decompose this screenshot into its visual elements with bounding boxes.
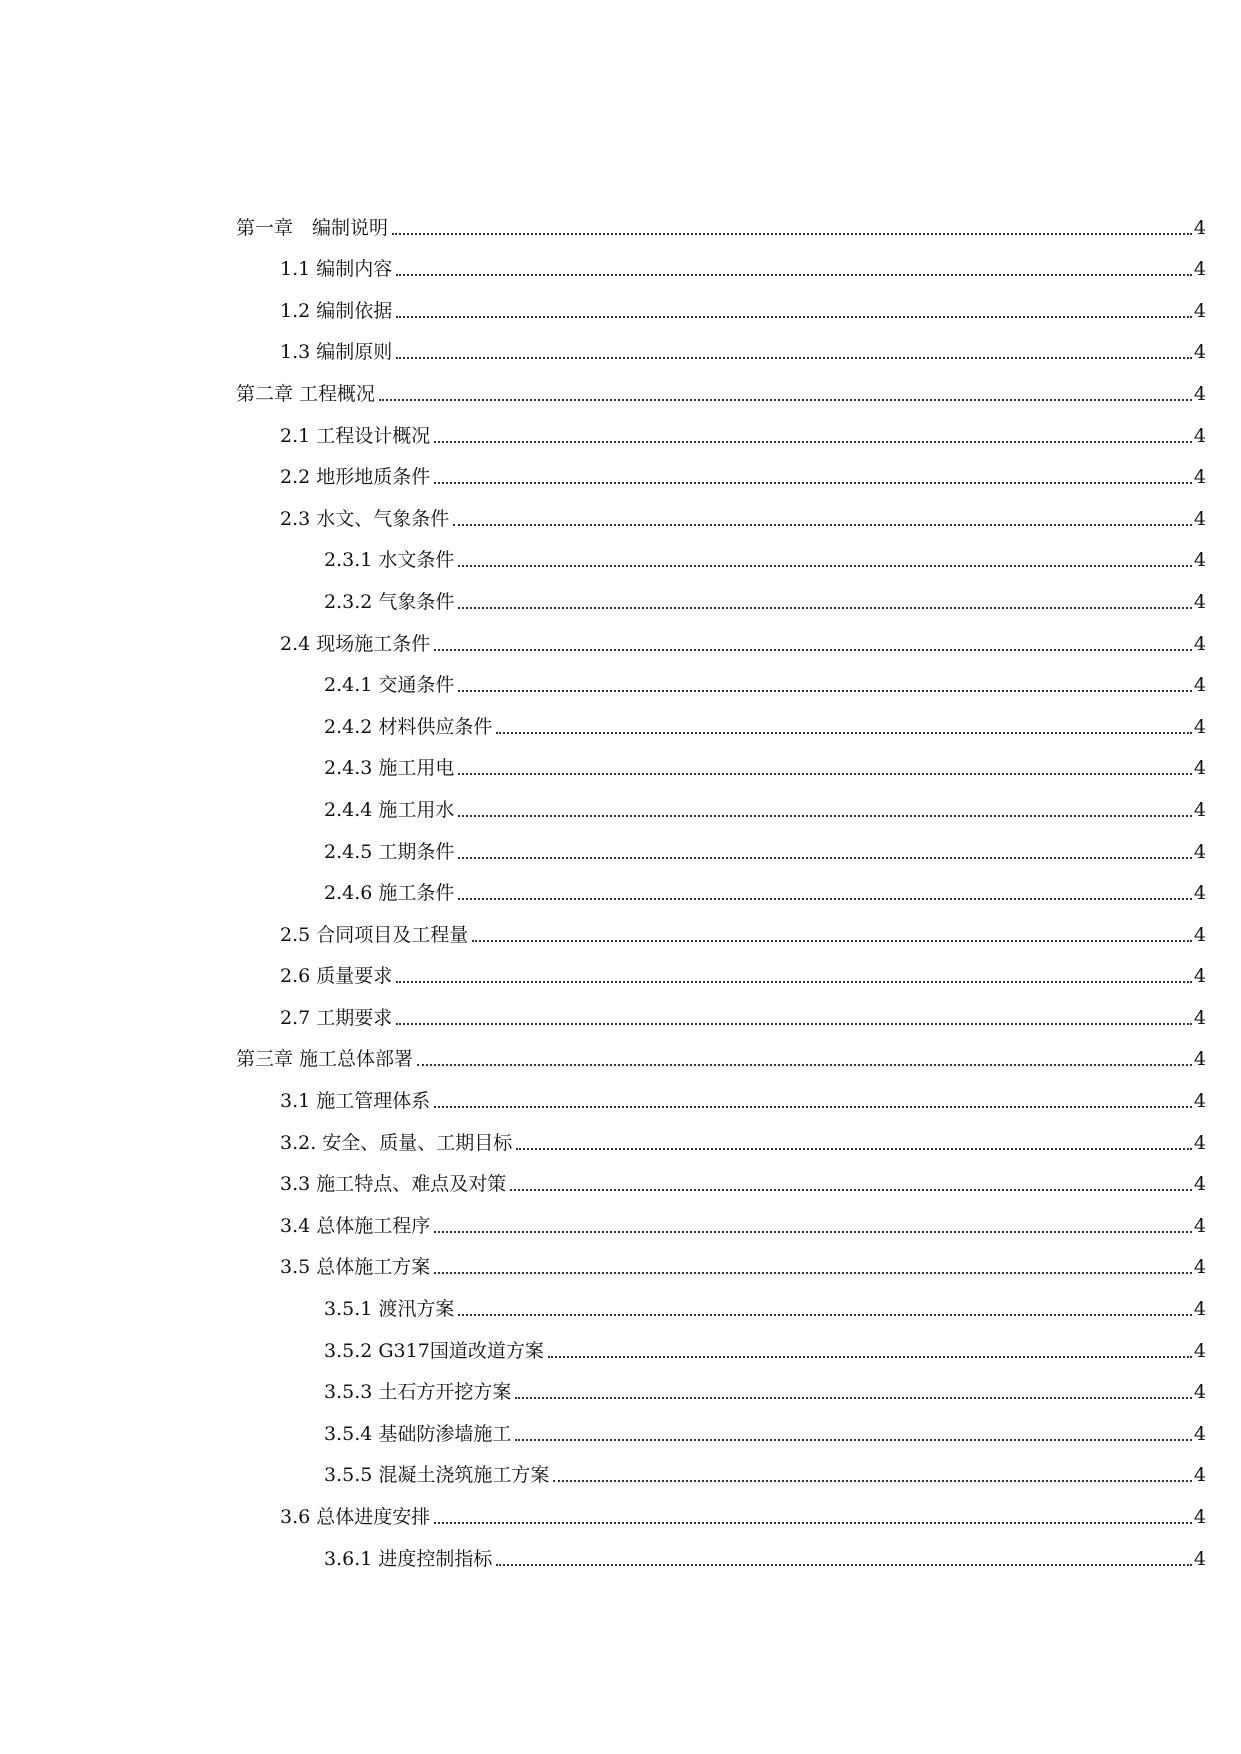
- toc-dot-leader: [392, 233, 1192, 235]
- toc-page-number: 4: [1193, 632, 1206, 655]
- toc-dot-leader: [458, 857, 1192, 859]
- toc-entry[interactable]: [236, 204, 1206, 246]
- toc-entry[interactable]: [236, 620, 1206, 662]
- toc-dot-leader: [458, 898, 1192, 900]
- toc-entry-title: 2.4.3 施工用电: [324, 757, 455, 780]
- toc-page-number: 4: [1193, 1464, 1206, 1487]
- toc-entry-title: 3.5.2 G317国道改道方案: [324, 1339, 544, 1362]
- toc-entry[interactable]: [236, 828, 1206, 870]
- toc-entry[interactable]: [236, 703, 1206, 745]
- toc-entry[interactable]: [236, 1452, 1206, 1494]
- toc-page-number: 4: [1193, 882, 1206, 905]
- toc-dot-leader: [458, 815, 1192, 817]
- toc-page-number: 4: [1193, 1006, 1206, 1029]
- toc-page-number: 4: [1193, 258, 1206, 281]
- toc-entry-title: 2.1 工程设计概况: [280, 424, 431, 447]
- toc-entry-title: 2.3.2 气象条件: [324, 590, 455, 613]
- toc-page-number: 4: [1193, 424, 1206, 447]
- toc-page-number: 4: [1193, 1381, 1206, 1404]
- toc-entry[interactable]: [236, 953, 1206, 995]
- toc-dot-leader: [434, 1231, 1192, 1233]
- toc-dot-leader: [496, 732, 1192, 734]
- toc-dot-leader: [458, 773, 1192, 775]
- toc-entry[interactable]: [236, 537, 1206, 579]
- toc-page-number: 4: [1193, 798, 1206, 821]
- toc-entry-title: 2.4.2 材料供应条件: [324, 715, 493, 738]
- toc-entry[interactable]: [236, 911, 1206, 953]
- toc-dot-leader: [553, 1480, 1192, 1482]
- toc-entry-title: 3.2. 安全、质量、工期目标: [280, 1131, 513, 1154]
- toc-entry-title: 2.4.5 工期条件: [324, 840, 455, 863]
- toc-dot-leader: [515, 1439, 1192, 1441]
- toc-entry[interactable]: [236, 994, 1206, 1036]
- toc-entry[interactable]: [236, 1327, 1206, 1369]
- toc-dot-leader: [434, 482, 1192, 484]
- toc-dot-leader: [396, 316, 1192, 318]
- table-of-contents: [236, 204, 1206, 1577]
- toc-entry-title: 第三章 施工总体部署: [236, 1048, 414, 1071]
- toc-entry-title: 3.6.1 进度控制指标: [324, 1547, 493, 1570]
- toc-entry-title: 2.4 现场施工条件: [280, 632, 431, 655]
- toc-page-number: 4: [1193, 674, 1206, 697]
- toc-entry[interactable]: [236, 745, 1206, 787]
- toc-entry-title: 1.2 编制依据: [280, 299, 393, 322]
- toc-entry[interactable]: [236, 870, 1206, 912]
- toc-entry[interactable]: [236, 1244, 1206, 1286]
- toc-entry-title: 3.1 施工管理体系: [280, 1090, 431, 1113]
- toc-page-number: 4: [1193, 923, 1206, 946]
- toc-dot-leader: [458, 690, 1192, 692]
- toc-page-number: 4: [1193, 1214, 1206, 1237]
- toc-dot-leader: [396, 274, 1192, 276]
- toc-entry[interactable]: [236, 412, 1206, 454]
- toc-entry[interactable]: [236, 329, 1206, 371]
- toc-page-number: 4: [1193, 1256, 1206, 1279]
- toc-entry[interactable]: [236, 1202, 1206, 1244]
- toc-entry[interactable]: [236, 1369, 1206, 1411]
- toc-page-number: 4: [1193, 590, 1206, 613]
- toc-entry[interactable]: [236, 1285, 1206, 1327]
- toc-entry-title: 2.4.4 施工用水: [324, 798, 455, 821]
- toc-page-number: 4: [1193, 382, 1206, 405]
- toc-entry[interactable]: [236, 1410, 1206, 1452]
- toc-dot-leader: [434, 1272, 1192, 1274]
- toc-entry[interactable]: [236, 662, 1206, 704]
- toc-dot-leader: [453, 524, 1192, 526]
- toc-entry[interactable]: [236, 1493, 1206, 1535]
- toc-entry[interactable]: [236, 1077, 1206, 1119]
- toc-page-number: 4: [1193, 1131, 1206, 1154]
- toc-entry-title: 2.5 合同项目及工程量: [280, 923, 469, 946]
- toc-page-number: 4: [1193, 1506, 1206, 1528]
- toc-dot-leader: [510, 1189, 1192, 1191]
- toc-page-number: 4: [1193, 341, 1206, 364]
- toc-page-number: 4: [1193, 1173, 1206, 1196]
- toc-dot-leader: [515, 1397, 1192, 1399]
- toc-entry-title: 1.3 编制原则: [280, 341, 393, 364]
- toc-entry[interactable]: [236, 1535, 1206, 1577]
- toc-dot-leader: [434, 441, 1192, 443]
- toc-dot-leader: [496, 1564, 1192, 1566]
- toc-entry[interactable]: [236, 454, 1206, 496]
- toc-dot-leader: [417, 1064, 1192, 1066]
- toc-page-number: 4: [1193, 216, 1206, 239]
- toc-entry-title: 2.7 工期要求: [280, 1006, 393, 1029]
- toc-entry-title: 3.5 总体施工方案: [280, 1256, 431, 1279]
- toc-entry[interactable]: [236, 370, 1206, 412]
- toc-entry-title: 第一章 编制说明: [236, 216, 389, 239]
- toc-dot-leader: [458, 565, 1192, 567]
- toc-dot-leader: [379, 399, 1192, 401]
- toc-entry[interactable]: [236, 495, 1206, 537]
- toc-entry[interactable]: [236, 1036, 1206, 1078]
- toc-dot-leader: [548, 1356, 1192, 1358]
- toc-page-number: 4: [1193, 1547, 1206, 1570]
- toc-entry-title: 3.5.3 土石方开挖方案: [324, 1381, 512, 1404]
- toc-page-number: 4: [1193, 1048, 1206, 1071]
- toc-page-number: 4: [1193, 715, 1206, 738]
- toc-entry-title: 2.4.6 施工条件: [324, 882, 455, 905]
- toc-entry-title: 2.2 地形地质条件: [280, 466, 431, 489]
- toc-page-number: 4: [1193, 549, 1206, 572]
- toc-page-number: 4: [1193, 507, 1206, 530]
- toc-page-number: 4: [1193, 1422, 1206, 1445]
- toc-entry[interactable]: [236, 786, 1206, 828]
- toc-page-number: 4: [1193, 1298, 1206, 1321]
- toc-entry-title: 2.4.1 交通条件: [324, 674, 455, 697]
- toc-entry-title: 2.6 质量要求: [280, 965, 393, 988]
- toc-entry-title: 3.5.4 基础防渗墙施工: [324, 1422, 512, 1445]
- toc-dot-leader: [434, 649, 1192, 651]
- toc-entry-title: 3.5.1 渡汛方案: [324, 1298, 455, 1321]
- toc-entry-title: 2.3.1 水文条件: [324, 549, 455, 572]
- toc-entry-title: 3.5.5 混凝土浇筑施工方案: [324, 1464, 550, 1487]
- toc-entry-title: 2.3 水文、气象条件: [280, 507, 450, 530]
- toc-dot-leader: [516, 1148, 1192, 1150]
- toc-entry[interactable]: [236, 1161, 1206, 1203]
- toc-page-number: 4: [1193, 299, 1206, 322]
- toc-dot-leader: [458, 607, 1192, 609]
- toc-dot-leader: [396, 1023, 1192, 1025]
- toc-entry-title: 3.3 施工特点、难点及对策: [280, 1173, 507, 1196]
- toc-page-number: 4: [1193, 840, 1206, 863]
- toc-dot-leader: [396, 981, 1192, 983]
- toc-dot-leader: [458, 1314, 1192, 1316]
- toc-dot-leader: [472, 940, 1192, 942]
- toc-page-number: 4: [1193, 965, 1206, 988]
- toc-entry-title: 第二章 工程概况: [236, 382, 376, 405]
- toc-page-number: 4: [1193, 1339, 1206, 1362]
- toc-entry-title: 3.6 总体进度安排: [280, 1506, 431, 1528]
- toc-entry[interactable]: [236, 578, 1206, 620]
- toc-page-number: 4: [1193, 466, 1206, 489]
- toc-dot-leader: [434, 1522, 1192, 1524]
- toc-entry[interactable]: [236, 1119, 1206, 1161]
- toc-entry-title: 1.1 编制内容: [280, 258, 393, 281]
- toc-entry[interactable]: [236, 287, 1206, 329]
- toc-dot-leader: [396, 357, 1192, 359]
- toc-page-number: 4: [1193, 1090, 1206, 1113]
- toc-entry[interactable]: [236, 246, 1206, 288]
- toc-entry-title: 3.4 总体施工程序: [280, 1214, 431, 1237]
- toc-page-number: 4: [1193, 757, 1206, 780]
- toc-dot-leader: [434, 1106, 1192, 1108]
